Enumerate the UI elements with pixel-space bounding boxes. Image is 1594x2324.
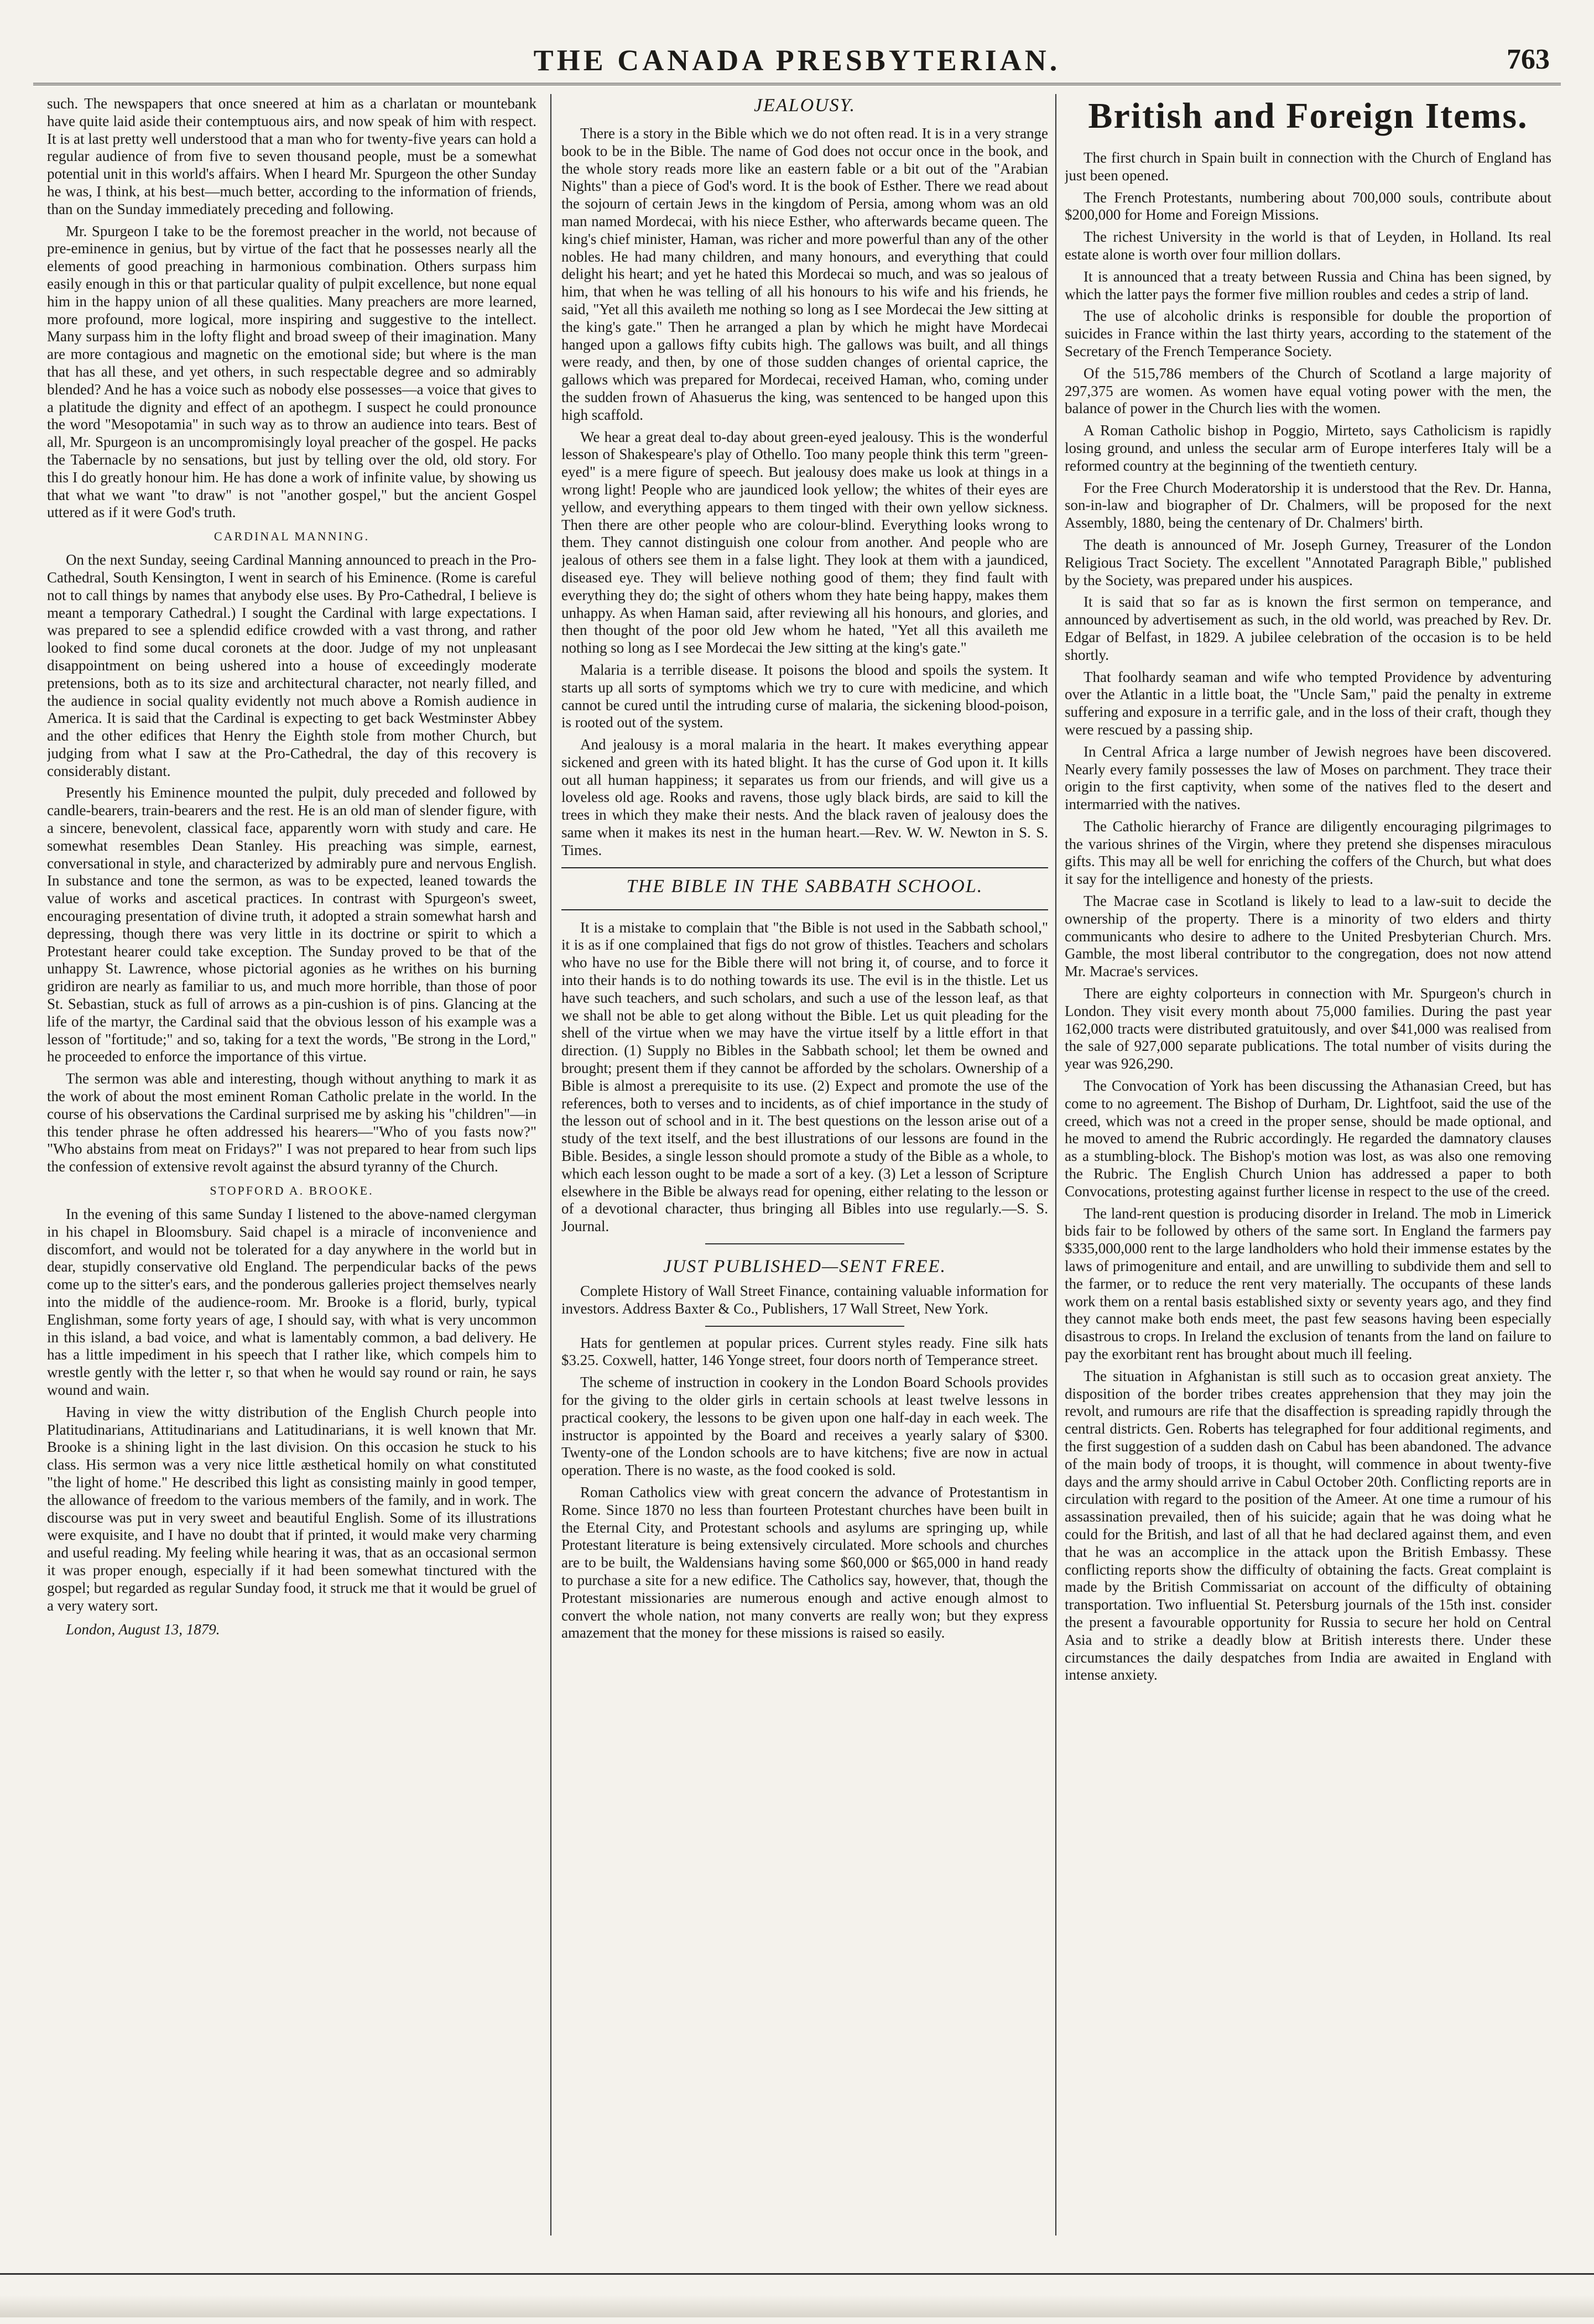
article-paragraph: such. The newspapers that once sneered at him as a charlatan or mountebank have quite laid aside their contemptuous airs, and now speak of him with respect. It is at last pretty well understood that a man who for twenty-five years can hold a regular audience of from five to seven thousand people, must be a somewhat potential unit in this world's affairs. When I heard Mr. Spurgeon the other Sunday he was, I think, at his best—much better, according to the information of friends, than on the Sunday immediately preceding and following. <box>47 95 536 217</box>
column-rule <box>550 94 551 2236</box>
notice-paragraph: Roman Catholics view with great concern the advance of Protestantism in Rome. Since 1870 no less than fourteen Protestant churches have been built in the Eternal City, and Protestant schools and asylums are springing up, while Protestant literature is being extensively circulated. More schools and churches are to be built, the Waldensians having some $60,000 or $65,000 in hand ready to purchase a site for a new edifice. The Catholics say, however, that, though the Protestant missionaries are numerous enough and active enough almost to convert the whole nation, not many converts are really won; but they express amazement that the money for these missions is raised so easily. <box>561 1483 1048 1642</box>
article-paragraph: Presently his Eminence mounted the pulpit, duly preceded and followed by candle-bearers, train-bearers and the rest. He is an old man of slender figure, with a sincere, benevolent, classical face, apparently worn with study and care. He somewhat resembles Dean Stanley. His preaching was simple, earnest, conversational in style, and characterized by admirably pure and nervous English. In substance and tone the sermon, as was to be expected, leaned towards the value of works and ascetical practices. In contrast with Spurgeon's sweet, encouraging presentation of divine truth, it adopted a strain somewhat harsh and depressing, though there was very little in its doctrine or spirit to which a Protestant hearer could take exception. The Sunday proved to be that of the unhappy St. Lawrence, whose pictorial agonies as he writhes on his burning gridiron are nearly as familiar to us, and much more horrible, than those of poor St. Sebastian, stuck as full of arrows as a pin-cushion is of pins. Glancing at the life of the martyr, the Cardinal said that the obvious lesson of his example was a lesson of "fortitude;" and so, taking for a text the words, "Be strong in the Lord," he proceeded to enforce the importance of this virtue. <box>47 784 536 1065</box>
divider <box>705 1326 904 1327</box>
news-item: For the Free Church Moderatorship it is understood that the Rev. Dr. Hanna, son-in-law and biographer of Dr. Chalmers, will be proposed for the next Assembly, 1880, being the centenary of Dr. Chalmers' birth. <box>1065 479 1551 532</box>
article-title: JEALOUSY. <box>754 95 856 116</box>
news-item: The land-rent question is producing disorder in Ireland. The mob in Limerick bids fair to be followed by others of the same sort. In England the farmers pay $335,000,000 rent to the large landholders who hold their immense estates by the laws of primogeniture and entail, and are unwilling to subdivide them and sell to the farmer, or to reduce the rent very materially. The occupants of these lands work them on a rental basis established sixty or seventy years ago, and they find they cannot make both ends meet, the past few seasons having been especially disastrous to crops. In Ireland the exclusion of tenants from the land on failure to pay the exorbitant rent has brought about much ill feeling. <box>1065 1205 1551 1362</box>
news-item: It is announced that a treaty between Russia and China has been signed, by which the latter pays the former five million roubles and cedes a strip of land. <box>1065 268 1551 303</box>
article-title: THE BIBLE IN THE SABBATH SCHOOL. <box>626 876 983 897</box>
article-paragraph: On the next Sunday, seeing Cardinal Manning announced to preach in the Pro-Cathedral, South Kensington, I went in search of his Eminence. (Rome is careful not to call things by names that anybody else uses. By Pro-Cathedral, I believe is meant a temporary Cathedral.) I sought the Cardinal with large expectations. I was prepared to see a splendid edifice crowded with a vast throng, and rather looked to find some ducal coronets at the door. Judge of my not unpleasant disappointment on being ushered into a house of exceedingly moderate pretensions, both as to its size and architectural character, not nearly filled, and the audience in social quality evidently not much above a Romish audience in America. It is said that the Cardinal is expecting to get back Westminster Abbey and the other edifices that Henry the Eighth stole from mother Church, but judging from what I saw at the Pro-Cathedral, the day of this recovery is considerably distant. <box>47 551 536 779</box>
news-item: There are eighty colporteurs in connection with Mr. Spurgeon's church in London. They visit every month about 75,000 families. During the past year 162,000 tracts were distributed gratuitously, and over $41,000 was realised from the sale of 927,000 separate publications. The total number of visits during the year was 926,290. <box>1065 985 1551 1072</box>
section-subheading: CARDINAL MANNING. <box>213 529 370 544</box>
article-paragraph: Malaria is a terrible disease. It poisons the blood and spoils the system. It starts up all sorts of symptoms which we try to cure with medicine, and which cannot be cured until the intruding curse of malaria, the sickening blood-poison, is rooted out of the system. <box>561 661 1048 731</box>
news-item: Of the 515,786 members of the Church of Scotland a large majority of 297,375 are women. As women have equal voting power with the men, the balance of power in the Church lies with the women. <box>1065 364 1551 417</box>
article-paragraph: In the evening of this same Sunday I listened to the above-named clergyman in his chapel in Bloomsbury. Said chapel is a miracle of inconvenience and discomfort, and would not be tolerated for a day anywhere in the world but in dear, stupidly conservative old England. The perpendicular backs of the pews come up to the sitter's ears, and the ponderous galleries project themselves nearly into the middle of the audience-room. Mr. Brooke is a florid, burly, typical Englishman, some forty years of age, I should say, with what is very uncommon in this island, a bad voice, and what is lamentably common, a bad delivery. He has a little impediment in his speech that I rather like, which compels him to wrestle gently with the letter r, so that when he would say round or rain, he says wound and wain. <box>47 1206 536 1398</box>
news-item: The death is announced of Mr. Joseph Gurney, Treasurer of the London Religious Tract Society. The excellent "Annotated Paragraph Bible," published by the Society, was prepared under his auspices. <box>1065 536 1551 588</box>
notice-paragraph: Complete History of Wall Street Finance, containing valuable information for investors. Address Baxter & Co., Publishers, 17 Wall Street, New York. <box>561 1283 1048 1317</box>
article-paragraph: Mr. Spurgeon I take to be the foremost preacher in the world, not because of pre-eminence in genius, but by virtue of the fact that he possesses nearly all the elements of good preaching in harmonious combination. Others surpass him easily enough in this or that particular quality of pulpit excellence, but none equal him in the happy union of all these qualities. Many preachers are more learned, more profound, more logical, more inspiring and suggestive to the intellect. Many surpass him in the lofty flight and broad sweep of their imagination. Many are more contagious and magnetic on the emotional side; but where is the man that has all these, and yet others, in such respectable degree and so admirably blended? And he has a voice such as nobody else possesses—a voice that gives to a platitude the dignity and effect of an apothegm. I suspect he could pronounce the word "Mesopotamia" in such way as to throw an audience into tears. Best of all, Mr. Spurgeon is an uncompromisingly loyal preacher of the gospel. He packs the Tabernacle by no sensations, but just by telling over the old, old story. For this I do greatly honour him. He has done a work of infinite value, by showing us that what we want "to draw" is not "another gospel," but the ancient Gospel uttered as if it were God's truth. <box>47 222 536 521</box>
article-paragraph: The sermon was able and interesting, though without anything to mark it as the work of about the most eminent Roman Catholic prelate in the world. In the course of his observations the Cardinal surprised me by asking his "children"—in this tender phrase he often addressed his hearers—"Who of you fasts now?" "Who abstains from meat on Fridays?" I was not prepared to hear from such lips the confession of extensive revolt against the absurd tyranny of the Church. <box>47 1070 536 1175</box>
news-item: The situation in Afghanistan is still such as to occasion great anxiety. The disposition of the border tribes creates apprehension that they may join the revolt, and rumours are rife that the disaffection is spreading rapidly through the central districts. Gen. Roberts has telegraphed for four additional regiments, and the first suggestion of a sudden dash on Cabul has been abandoned. The advance of the main body of troops, it is thought, will commence in about twenty-five days and the army should arrive in Cabul October 20th. Conflicting reports are in circulation with regard to the position of the Ameer. At one time a rumour of his assassination prevailed, then of his suicide; again that he was doing what he could for the British, and last of all that he had declared against them, and even that he was an accomplice in the attack upon the British Embassy. These conflicting reports show the difficulty of obtaining the facts. Great complaint is made by the British Commissariat on account of the difficulty of obtaining transportation. Two influential St. Petersburg journals of the 15th inst. consider the present a favourable opportunity for Russia to secure her hold on Central Asia and to strike a deadly blow at British interests there. Under these circumstances the daily despatches from India are awaited in England with intense anxiety. <box>1065 1367 1551 1684</box>
page-header <box>33 39 1561 83</box>
news-item: The first church in Spain built in connection with the Church of England has just been opened. <box>1065 149 1551 184</box>
news-item: The French Protestants, numbering about 700,000 souls, contribute about $200,000 for Home and Foreign Missions. <box>1065 189 1551 223</box>
article-paragraph: Having in view the witty distribution of the English Church people into Platitudinarians, Attitudinarians and Latitudinarians, it is well known that Mr. Brooke is a shining light in the last division. On this occasion he stuck to his class. His sermon was a very nice little æsthetical homily on what constituted "the light of home." He described this light as consisting mainly in good temper, the allowance of freedom to the various members of the family, and in work. The discourse was put in very sweet and beautiful English. Some of its illustrations were exquisite, and I have no doubt that if printed, it would make very charming and useful reading. My feeling while hearing it was, that as an occasional sermon it was proper enough, especially if it had been somewhat tinctured with the gospel; but regarded as regular Sunday food, it struck me that it would be gruel of a very watery sort. <box>47 1403 536 1614</box>
article-paragraph: We hear a great deal to-day about green-eyed jealousy. This is the wonderful lesson of Shakespeare's play of Othello. Too many people think this term "green-eyed" is a mere figure of speech. But jealousy does make us look at things in a wrong light! People who are jaundiced look yellow; the whites of their eyes are yellow, and everything appears to them tinged with their own yellow sickness. Then there are other people who are colour-blind. Everything looks wrong to them. They cannot distinguish one colour from another. And people who are jealous of others see them in a false light. They look at them with a jaundiced, diseased eye. They will believe nothing good of them; they find fault with everything they do; the sight of others whom they hate being happy, makes them unhappy. As when Haman said, after reviewing all his honours, and glories, and then thought of the poor old Jew whom he hated, "Yet all this availeth me nothing so long as I see Mordecai the Jew sitting at the king's gate." <box>561 428 1048 656</box>
notice-paragraph: Hats for gentlemen at popular prices. Current styles ready. Fine silk hats $3.25. Coxwell, hatter, 146 Yonge street, four doors north of Temperance street. <box>561 1334 1048 1369</box>
article-paragraph: And jealousy is a moral malaria in the heart. It makes everything appear sickened and green with its hated blight. It has the curse of God upon it. It kills out all human happiness; it separates us from our friends, and will give us a loveless old age. Rooks and ravens, those ugly black birds, are said to kill the trees in which they make their nests. And the black raven of jealousy does the same when it makes its nest in the human heart.—Rev. W. W. Newton in S. S. Times. <box>561 736 1048 858</box>
page-number: 763 <box>1507 44 1550 75</box>
column-rule <box>1055 94 1056 2236</box>
news-item: In Central Africa a large number of Jewish negroes have been discovered. Nearly every family possesses the law of Moses on parchment. They trace their origin to the first captivity, when some of the natives fled to the desert and intermarried with the natives. <box>1065 743 1551 813</box>
news-item: A Roman Catholic bishop in Poggio, Mirteto, says Catholicism is rapidly losing ground, and unless the secular arm of Europe interferes Italy will be a reformed country at the beginning of the twentieth century. <box>1065 422 1551 474</box>
notice-paragraph: The scheme of instruction in cookery in the London Board Schools provides for the giving to the older girls in certain schools at least twelve lessons in practical cookery, the lessons to be given upon one half-day in each week. The instructor is appointed by the Board and receives a yearly salary of $300. Twenty-one of the London schools are to have kitchens; five are now in actual operation. There is no waste, as the food cooked is sold. <box>561 1374 1048 1479</box>
page-fold-shadow <box>0 2295 1594 2317</box>
header-rule <box>33 83 1561 85</box>
dateline-signature: London, August 13, 1879. <box>66 1621 220 1638</box>
news-item: That foolhardy seaman and wife who tempted Providence by adventuring over the Atlantic in a little boat, the "Uncle Sam," paid the penalty in extreme suffering and exposure in a terrific gale, and in the loss of their craft, though they were rescued by a passing ship. <box>1065 668 1551 738</box>
news-item: The Convocation of York has been discussing the Athanasian Creed, but has come to no agreement. The Bishop of Durham, Dr. Lightfoot, said the use of the creed, which was not a creed in the proper sense, should be made optional, and he moved to amend the Rubric accordingly. He regarded the damnatory clauses as a stumbling-block. The Bishop's motion was lost, as was also one removing the Rubric. The English Church Union has addressed a paper to both Convocations, protesting against further license in respect to the use of the creed. <box>1065 1077 1551 1200</box>
divider <box>705 1243 904 1244</box>
notice-title: JUST PUBLISHED—SENT FREE. <box>663 1257 946 1277</box>
news-item: The Macrae case in Scotland is likely to lead to a law-suit to decide the ownership of the property. There is a minority of two elders and thirty communicants who desire to adhere to the United Presbyterian Church. Mrs. Gamble, the most liberal contributor to the congregation, does not now attend Mr. Macrae's services. <box>1065 893 1551 980</box>
footer-rule <box>0 2273 1594 2275</box>
news-item: It is said that so far as is known the first sermon on temperance, and announced by advertisement as such, in the old world, was preached by Rev. Dr. Edgar of Belfast, in 1829. A jubilee celebration of the occasion is to be held shortly. <box>1065 593 1551 663</box>
news-item: The richest University in the world is that of Leyden, in Holland. Its real estate alone is worth over four million dollars. <box>1065 228 1551 263</box>
masthead-title: THE CANADA PRESBYTERIAN. <box>533 44 1061 77</box>
column-2 <box>561 95 1048 2230</box>
article-box <box>561 867 1048 910</box>
news-item: The use of alcoholic drinks is responsible for double the proportion of suicides in France within the last thirty years, according to the statement of the Secretary of the French Temperance Society. <box>1065 308 1551 359</box>
news-item: The Catholic hierarchy of France are diligently encouraging pilgrimages to the various shrines of the Virgin, where they pretend she dispenses miraculous gifts. This may all be well for enriching the coffers of the Church, but what does it say for the intelligence and honesty of the priests. <box>1065 817 1551 888</box>
section-subheading: STOPFORD A. BROOKE. <box>210 1184 374 1198</box>
column-3 <box>1065 95 1551 2230</box>
article-paragraph: There is a story in the Bible which we do not often read. It is in a very strange book to be in the Bible. The name of God does not occur once in the book, and the whole story reads more like an eastern fable or a bit out of the "Arabian Nights" than a piece of God's word. It is the book of Esther. There we read about the sojourn of certain Jews in the kingdom of Persia, among whom was an old man named Mordecai, with his niece Esther, who afterwards became queen. The king's chief minister, Haman, was richer and more powerful than any of the other nobles. He had many children, and many honours, and everything that could delight his heart; and yet he hated this Mordecai so much, and was so jealous of him, that when he was telling of all his honours to his wife and his friends, he said, "Yet all this availeth me nothing so long as I see Mordecai the Jew sitting at the king's gate." Then he arranged a plan by which he might have Mordecai hanged upon a gallows fifty cubits high. The gallows was built, and all things were ready, and then, by one of those sudden changes of oriental caprice, the gallows which was prepared for Mordecai, received Haman, who, coming under the sudden frown of Ahasuerus the king, was sentenced to be hanged upon this high scaffold. <box>561 125 1048 423</box>
article-paragraph: It is a mistake to complain that "the Bible is not used in the Sabbath school," it is as if one complained that figs do not grow of thistles. Teachers and scholars who have no use for the Bible there will not bring it, of course, and to force it into their hands is to do nothing towards its use. The evil is in the thistle. Let us have such teachers, and such scholars, and such a use of the lesson leaf, as that we shall not be able to get along without the Bible. Let us quit pleading for the shell of the virtue when we may have the virtue itself by a little effort in that direction. (1) Supply no Bibles in the Sabbath school; let them be owned and brought; present them if they cannot be afforded by the scholars. Ownership of a Bible is almost a prerequisite to its use. (2) Expect and promote the use of the references, both to verses and to incidents, as of chief importance in the study of the lesson out of school and in it. The best questions on the lesson arise out of a study of the text itself, and the best illustrations of our lessons are found in the Bible. Besides, a single lesson should promote a study of the Bible as a whole, to which each lesson ought to be made a sort of a key. (3) Let a lesson of Scripture elsewhere in the Bible be always read for opening, either relating to the lesson or of a devotional character, thus bringing all Bibles into use regularly.—S. S. Journal. <box>561 919 1048 1235</box>
section-title: British and Foreign Items. <box>1088 96 1528 136</box>
column-1 <box>47 95 536 2230</box>
